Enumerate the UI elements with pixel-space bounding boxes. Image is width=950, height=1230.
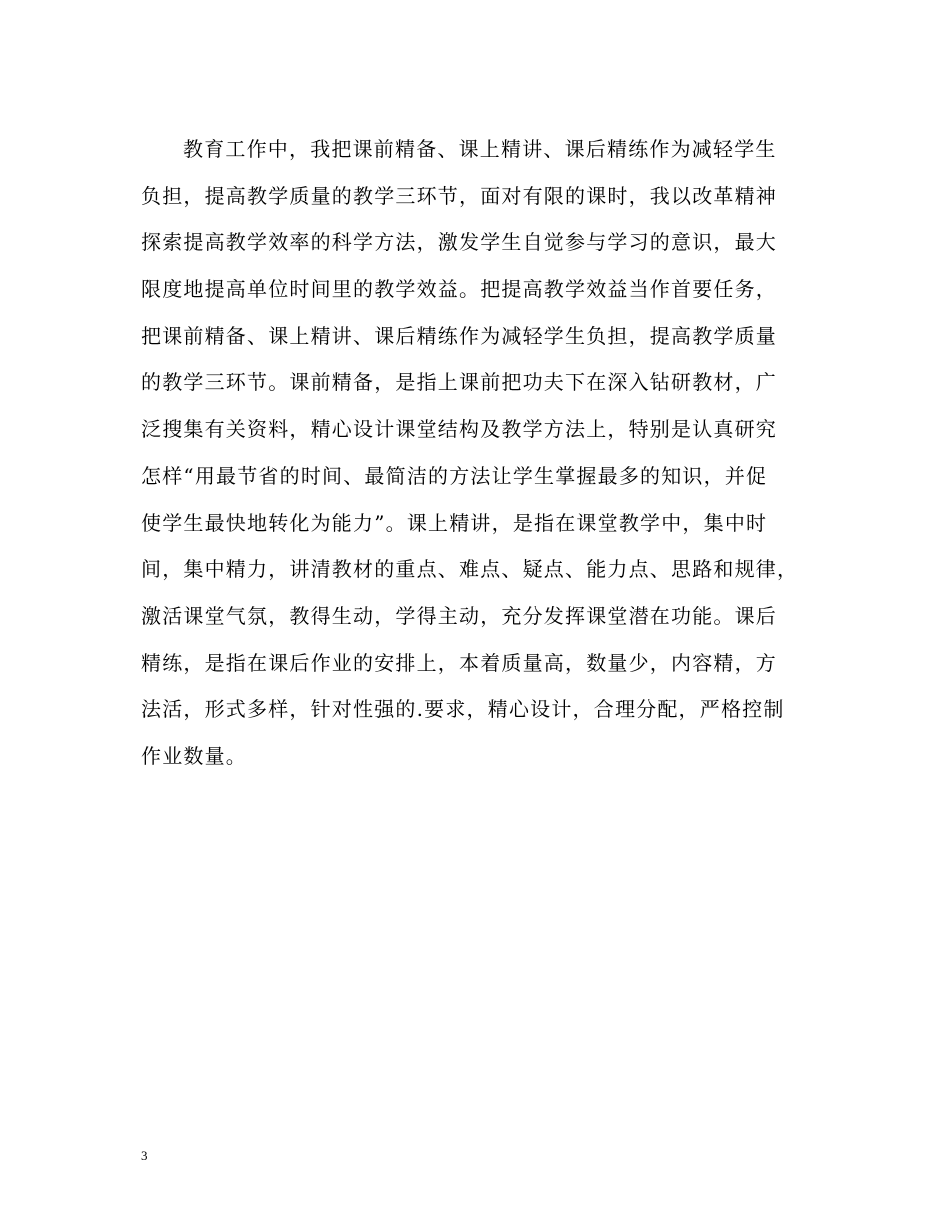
paragraph-line: 法活，形式多样，针对性强的.要求，精心设计，合理分配，严格控制 [141, 697, 785, 722]
paragraph-line: 作业数量。 [141, 743, 247, 768]
paragraph-line: 教育工作中，我把课前精备、课上精讲、课后精练作为减轻学生 [183, 137, 777, 161]
paragraph-line: 精练，是指在课后作业的安排上，本着质量高，数量少，内容精，方 [141, 650, 777, 675]
paragraph-line: 的教学三环节。课前精备，是指上课前把功夫下在深入钻研教材，广 [141, 370, 777, 395]
page-number: 3 [141, 1148, 148, 1163]
paragraph-line: 限度地提高单位时间里的教学效益。把提高教学效益当作首要任务， [141, 277, 777, 302]
paragraph-line: 负担，提高教学质量的教学三环节，面对有限的课时，我以改革精神 [141, 183, 777, 208]
paragraph-line: 把课前精备、课上精讲、课后精练作为减轻学生负担，提高教学质量 [141, 323, 777, 348]
paragraph-line: 使学生最快地转化为能力”。课上精讲，是指在课堂教学中，集中时 [141, 510, 768, 535]
paragraph-line: 怎样“用最节省的时间、最简洁的方法让学生掌握最多的知识，并促 [141, 463, 768, 488]
paragraph-line: 间，集中精力，讲清教材的重点、难点、疑点、能力点、思路和规律， [141, 557, 799, 582]
body-paragraph [141, 126, 807, 780]
paragraph-line: 泛搜集有关资料，精心设计课堂结构及教学方法上，特别是认真研究 [141, 417, 777, 442]
paragraph-line: 激活课堂气氛，教得生动，学得主动，充分发挥课堂潜在功能。课后 [141, 603, 777, 628]
paragraph-line: 探索提高教学效率的科学方法，激发学生自觉参与学习的意识，最大 [141, 230, 777, 255]
